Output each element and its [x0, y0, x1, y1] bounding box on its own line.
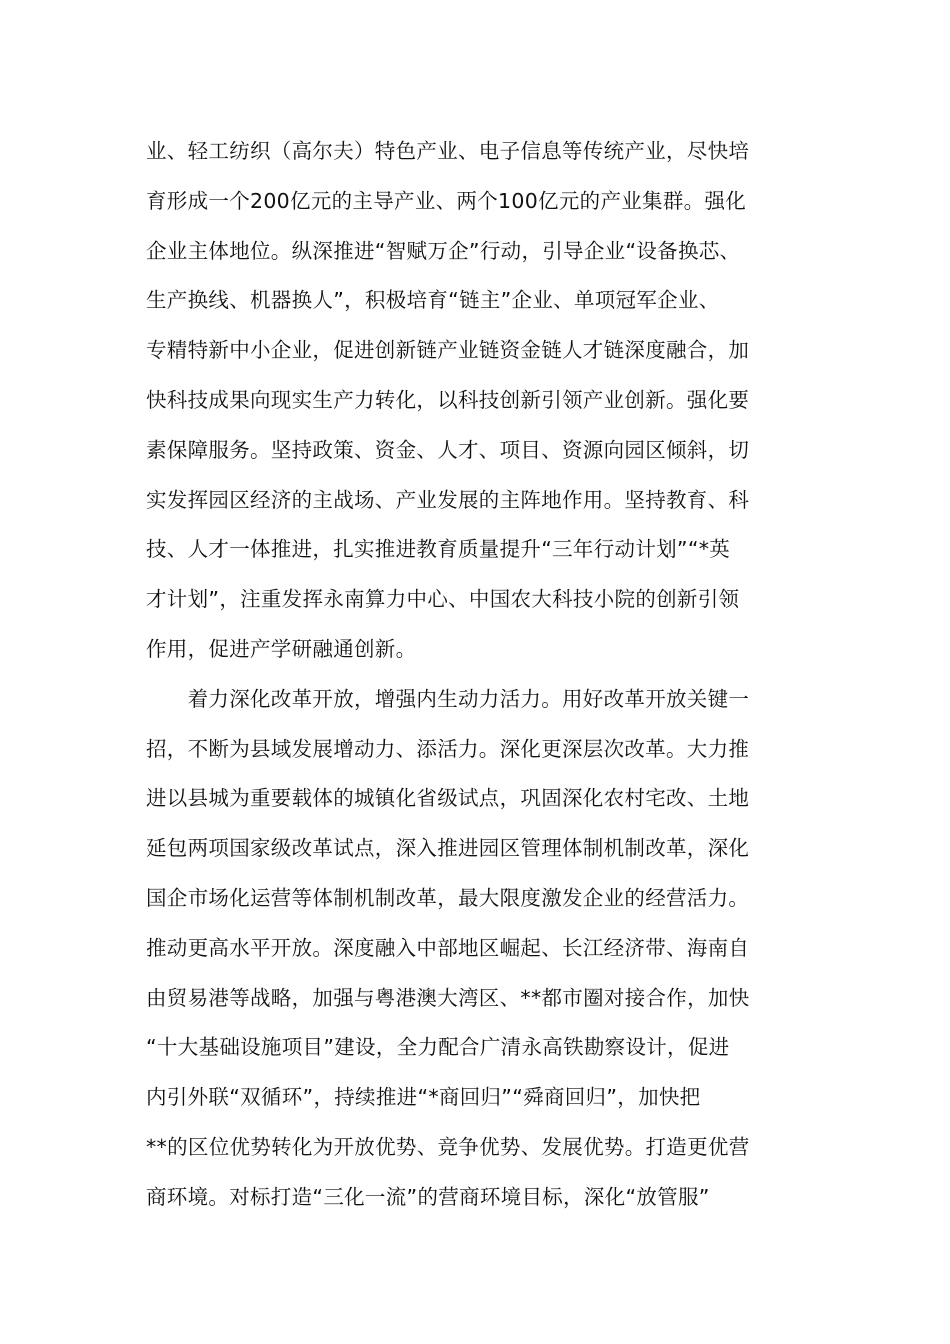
text-line: 作用，促进产学研融通创新。 [146, 636, 417, 661]
text-line: 快科技成果向现实生产力转化，以科技创新引领产业创新。强化要 [146, 387, 750, 412]
text-line: 业、轻工纺织（高尔夫）特色产业、电子信息等传统产业，尽快培 [146, 139, 750, 163]
text-line: 专精特新中小企业，促进创新链产业链资金链人才链深度融合，加 [146, 338, 750, 363]
text-line: 才计划”，注重发挥永南算力中心、中国农大科技小院的创新引领 [146, 587, 740, 612]
text-line: 素保障服务。坚持政策、资金、人才、项目、资源向园区倾斜，切 [146, 437, 750, 462]
text-line: 招，不断为县域发展增动力、添活力。深化更深层次改革。大力推 [146, 736, 750, 761]
text-line: **的区位优势转化为开放优势、竞争优势、发展优势。打造更优营 [146, 1134, 750, 1159]
text-line: 企业主体地位。纵深推进“智赋万企”行动，引导企业“设备换芯、 [146, 238, 741, 263]
text-line: 内引外联“双循环”，持续推进“*商回归”“舜商回归”，加快把 [146, 1085, 701, 1110]
text-line: 进以县城为重要载体的城镇化省级试点，巩固深化农村宅改、土地 [146, 786, 750, 811]
text-line: 商环境。对标打造“三化一流”的营商环境目标，深化“放管服” [146, 1184, 710, 1209]
text-line: “十大基础设施项目”建设，全力配合广清永高铁勘察设计，促进 [146, 1035, 730, 1060]
paragraph-start-line: 着力深化改革开放，增强内生动力活力。用好改革开放关键一 [146, 686, 750, 711]
text-line: 延包两项国家级改革试点，深入推进园区管理体制机制改革，深化 [146, 836, 750, 861]
text-line: 育形成一个200亿元的主导产业、两个100亿元的产业集群。强化 [146, 188, 747, 213]
text-line: 技、人才一体推进，扎实推进教育质量提升“三年行动计划”“*英 [146, 537, 731, 562]
text-line: 由贸易港等战略，加强与粤港澳大湾区、**都市圈对接合作，加快 [146, 985, 750, 1010]
text-line: 推动更高水平开放。深度融入中部地区崛起、长江经济带、海南自 [146, 935, 750, 960]
text-line: 实发挥园区经济的主战场、产业发展的主阵地作用。坚持教育、科 [146, 487, 750, 512]
text-line: 生产换线、机器换人”，积极培育“链主”企业、单项冠军企业、 [146, 288, 720, 313]
text-line: 国企市场化运营等体制机制改革，最大限度激发企业的经营活力。 [146, 885, 750, 910]
body-text [146, 127, 846, 1223]
